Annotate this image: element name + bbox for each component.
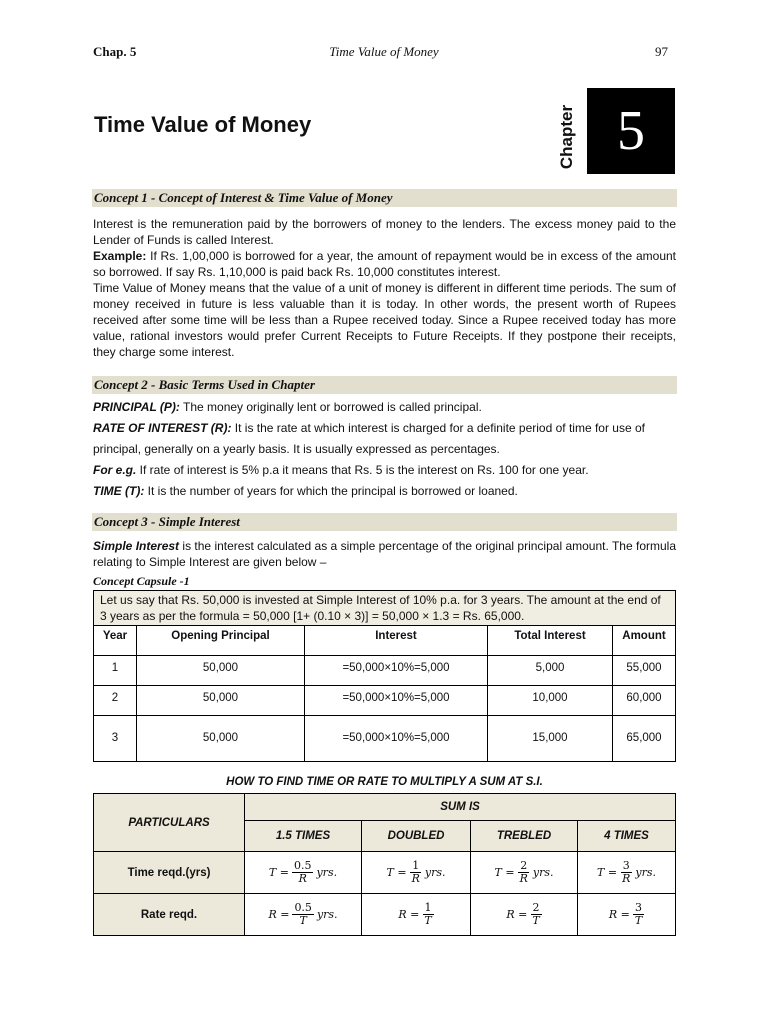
time-label: TIME (T): [93,484,145,498]
how-table-caption: HOW TO FIND TIME OR RATE TO MULTIPLY A SUM AT S.I. [226,776,543,788]
col-year: Year [94,626,137,656]
formula-lhs: R = [506,908,528,921]
cell-amount: 55,000 [613,656,676,686]
rate-label: RATE OF INTEREST (R): [93,421,232,435]
sum-is-header: SUM IS [245,794,676,821]
formula-lhs: T = [268,866,289,879]
time-formula-doubled [362,852,471,894]
col-doubled: DOUBLED [362,821,471,852]
rate-reqd-label: Rate reqd. [94,894,245,936]
formula-unit: yrs. [316,866,338,879]
formula-den: T [634,914,643,927]
cell-interest: =50,000×10%=5,000 [305,656,488,686]
cell-interest: =50,000×10%=5,000 [305,686,488,716]
chapter-number: 5 [587,88,675,174]
rate-row [94,894,676,936]
concept1-heading: Concept 1 - Concept of Interest & Time Value of Money [92,189,677,207]
time-row [94,852,676,894]
formula-num: 3 [635,901,642,914]
col-4-times: 4 TIMES [578,821,676,852]
formula-lhs: T = [597,866,618,879]
term-example [93,460,676,481]
header-chapter: Chap. 5 [93,44,137,59]
col-interest: Interest [305,626,488,656]
formula-lhs: R = [268,908,290,921]
principal-label: PRINCIPAL (P): [93,400,180,414]
cell-principal: 50,000 [137,656,305,686]
cell-year: 1 [94,656,137,686]
formula-den: R [519,872,528,885]
particulars-header: PARTICULARS [94,794,245,852]
rate-formula-1-5 [245,894,362,936]
cell-total-interest: 10,000 [488,686,613,716]
header-title: Time Value of Money [329,44,439,59]
si-label: Simple Interest [93,539,180,553]
time-reqd-label: Time reqd.(yrs) [94,852,245,894]
formula-unit: yrs. [424,866,446,879]
cell-year: 3 [94,716,137,762]
eg-label: For e.g. [93,463,137,477]
formula-den: T [299,914,307,927]
formula-num: 2 [532,901,540,914]
time-formula-1-5 [245,852,362,894]
col-1-5-times: 1.5 TIMES [245,821,362,852]
concept1-p3: Time Value of Money means that the value of a unit of money is different in different time periods. The sum of money received in future is less valuable than it is today. In other words, the present worth of Rupees received after some time will be less than a Rupee received today. Since a Rupee received today has more value, rational investors would prefer Current Receipts to Future Receipts. If they postpone their receipts, they charge some interest. [93,281,676,359]
formula-unit: yrs. [635,866,656,879]
formula-den: R [622,872,631,885]
cell-total-interest: 5,000 [488,656,613,686]
term-time [93,481,676,502]
rate-text: It is the rate at which interest is charged for a definite period of time for use of principal, generally on a yearly basis. It is usually expressed as percentages. [93,421,645,456]
table-row [94,716,676,762]
formula-num: 2 [520,859,528,872]
si-definition [93,538,676,570]
formula-den: R [411,872,420,885]
table-row [94,656,676,686]
time-formula-4-times [578,852,676,894]
concept3-body [93,538,676,570]
cell-principal: 50,000 [137,716,305,762]
formula-den: R [298,872,307,885]
rate-formula-4-times [578,894,676,936]
formula-lhs: R = [398,908,420,921]
cell-principal: 50,000 [137,686,305,716]
cell-amount: 65,000 [613,716,676,762]
eg-text: If rate of interest is 5% p.a it means that Rs. 5 is the interest on Rs. 100 for one year. [136,463,589,477]
formula-lhs: T = [494,866,515,879]
formula-lhs: T = [386,866,407,879]
cell-year: 2 [94,686,137,716]
concept2-heading: Concept 2 - Basic Terms Used in Chapter [92,376,677,394]
chapter-label [545,102,589,172]
table-row [94,686,676,716]
formula-unit: yrs. [316,908,338,921]
example-label: Example: [93,249,147,263]
col-trebled: TREBLED [471,821,578,852]
formula-num: 0.5 [293,859,312,872]
page-title: Time Value of Money [94,112,312,137]
formula-den: T [424,914,432,927]
term-principal [93,397,676,418]
col-total-interest: Total Interest [488,626,613,656]
formula-num: 1 [424,901,432,914]
simple-interest-table [93,590,676,762]
time-formula-trebled [471,852,578,894]
principal-text: The money originally lent or borrowed is called principal. [179,400,482,414]
formula-num: 1 [412,859,420,872]
concept1-body [93,216,676,360]
multiply-sum-table [93,793,676,936]
formula-num: 3 [622,859,630,872]
formula-unit: yrs. [532,866,554,879]
term-rate [93,418,676,460]
concept1-example [93,248,676,280]
table-header-row [94,626,676,656]
col-amount: Amount [613,626,676,656]
cell-amount: 60,000 [613,686,676,716]
concept2-body [93,397,676,502]
cell-total-interest: 15,000 [488,716,613,762]
concept3-heading: Concept 3 - Simple Interest [92,513,677,531]
cell-interest: =50,000×10%=5,000 [305,716,488,762]
concept1-p1: Interest is the remuneration paid by the borrowers of money to the lenders. The excess money paid to the Lender of Funds is called Interest. [93,217,676,247]
chapter-word: Chapter [557,104,576,170]
formula-num: 0.5 [294,901,312,914]
formula-den: T [532,914,540,927]
rate-formula-doubled [362,894,471,936]
time-text: It is the number of years for which the principal is borrowed or loaned. [144,484,518,498]
page-number: 97 [655,44,668,59]
col-opening-principal: Opening Principal [137,626,305,656]
example-text: If Rs. 1,00,000 is borrowed for a year, the amount of repayment would be in excess of the amount so borrowed. If say Rs. 1,10,000 is paid back Rs. 10,000 constitutes interest. [93,249,676,279]
capsule-label: Concept Capsule -1 [93,574,190,588]
rate-formula-trebled [471,894,578,936]
si-text: is the interest calculated as a simple percentage of the original principal amount. The formula relating to Simple Interest are given below – [93,539,676,569]
formula-lhs: R = [608,908,630,921]
capsule-note: Let us say that Rs. 50,000 is invested at Simple Interest of 10% p.a. for 3 years. The amount at the end of 3 years as per the formula = 50,000 [1+ (0.10 × 3)] = 50,000 × 1.3 = Rs. 65,000. [94,591,676,626]
